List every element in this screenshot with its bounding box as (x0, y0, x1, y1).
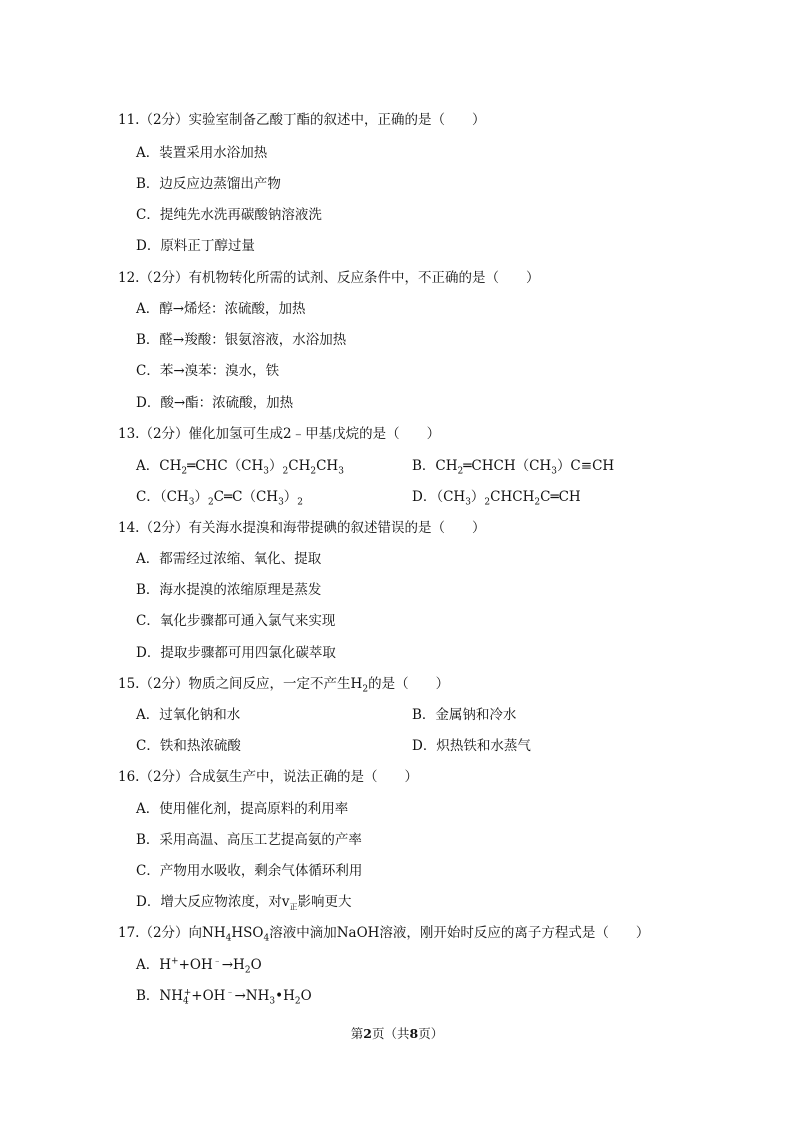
question-15-option-d[interactable]: D．炽热铁和水蒸气 (412, 738, 531, 754)
question-11-option-b[interactable]: B．边反应边蒸馏出产物 (136, 176, 281, 192)
question-15-option-c[interactable]: C．铁和热浓硫酸 (136, 738, 241, 754)
question-11-option-c[interactable]: C．提纯先水洗再碳酸钠溶液洗 (136, 207, 322, 223)
question-17-option-b[interactable]: B．$NH_4^++OH^﹣\to NH_3•H_2O$ (136, 987, 312, 1007)
question-12-option-d[interactable]: D．酸→酯：浓硫酸，加热 (136, 395, 294, 411)
question-15-option-b[interactable]: B．金属钠和冷水 (412, 707, 517, 723)
question-14-stem: 14.（2分）有关海水提溴和海带提碘的叙述错误的是（ ） (118, 520, 486, 536)
question-14-option-c[interactable]: C．氧化步骤都可通入氯气来实现 (136, 613, 336, 629)
question-16-stem: 16.（2分）合成氨生产中，说法正确的是（ ） (118, 769, 419, 785)
question-14-option-b[interactable]: B．海水提溴的浓缩原理是蒸发 (136, 582, 322, 598)
question-13-option-d[interactable]: D．$(CH_3)_2CHCH_2C═CH$ (412, 489, 581, 508)
question-16-option-a[interactable]: A．使用催化剂，提高原料的利用率 (136, 801, 349, 817)
question-11-stem: 11.（2分）实验室制备乙酸丁酯的叙述中，正确的是（ ） (118, 112, 486, 128)
page-total: 8 (409, 1026, 419, 1041)
page-footer: 第2页（共8页） (350, 1026, 444, 1041)
question-13-stem: 13.（2分）催化加氢可生成2﹣甲基戊烷的是（ ） (118, 426, 441, 442)
question-16-option-d[interactable]: D．增大反应物浓度，对$v_正$影响更大 (136, 894, 352, 912)
question-11-option-d[interactable]: D．原料正丁醇过量 (136, 238, 255, 254)
question-16-option-b[interactable]: B．采用高温、高压工艺提高氨的产率 (136, 832, 362, 848)
question-13-option-a[interactable]: A．$CH_2═CHC(CH_3)_2CH_2CH_3$ (136, 458, 344, 477)
page-number: 2 (363, 1026, 372, 1041)
question-12-option-a[interactable]: A．醇→烯烃：浓硫酸，加热 (136, 301, 306, 317)
question-14-option-a[interactable]: A．都需经过浓缩、氧化、提取 (136, 551, 322, 567)
question-15-option-a[interactable]: A．过氧化钠和水 (136, 707, 241, 723)
question-14-option-d[interactable]: D．提取步骤都可用四氯化碳萃取 (136, 645, 336, 661)
question-15-stem: 15.（2分）物质之间反应，一定不产生$H_2$的是（ ） (118, 676, 450, 695)
question-12-option-b[interactable]: B．醛→羧酸：银氨溶液，水浴加热 (136, 332, 347, 348)
question-16-option-c[interactable]: C．产物用水吸收，剩余气体循环利用 (136, 863, 363, 879)
question-17-stem: 17.（2分）向$NH_4HSO_4$溶液中滴加NaOH溶液，刚开始时反应的离子方程式是（ ） (118, 925, 650, 944)
question-12-stem: 12.（2分）有机物转化所需的试剂、反应条件中，不正确的是（ ） (118, 270, 540, 286)
question-12-option-c[interactable]: C．苯→溴苯：溴水，铁 (136, 363, 280, 379)
question-11-option-a[interactable]: A．装置采用水浴加热 (136, 145, 268, 161)
question-13-option-c[interactable]: C．$(CH_3)_2C═C(CH_3)_2$ (136, 489, 304, 508)
question-13-option-b[interactable]: B．$CH_2═CHCH(CH_3)C\equiv CH$ (412, 458, 615, 477)
question-17-option-a[interactable]: A．$H^++OH^﹣\to H_2O$ (136, 956, 262, 976)
